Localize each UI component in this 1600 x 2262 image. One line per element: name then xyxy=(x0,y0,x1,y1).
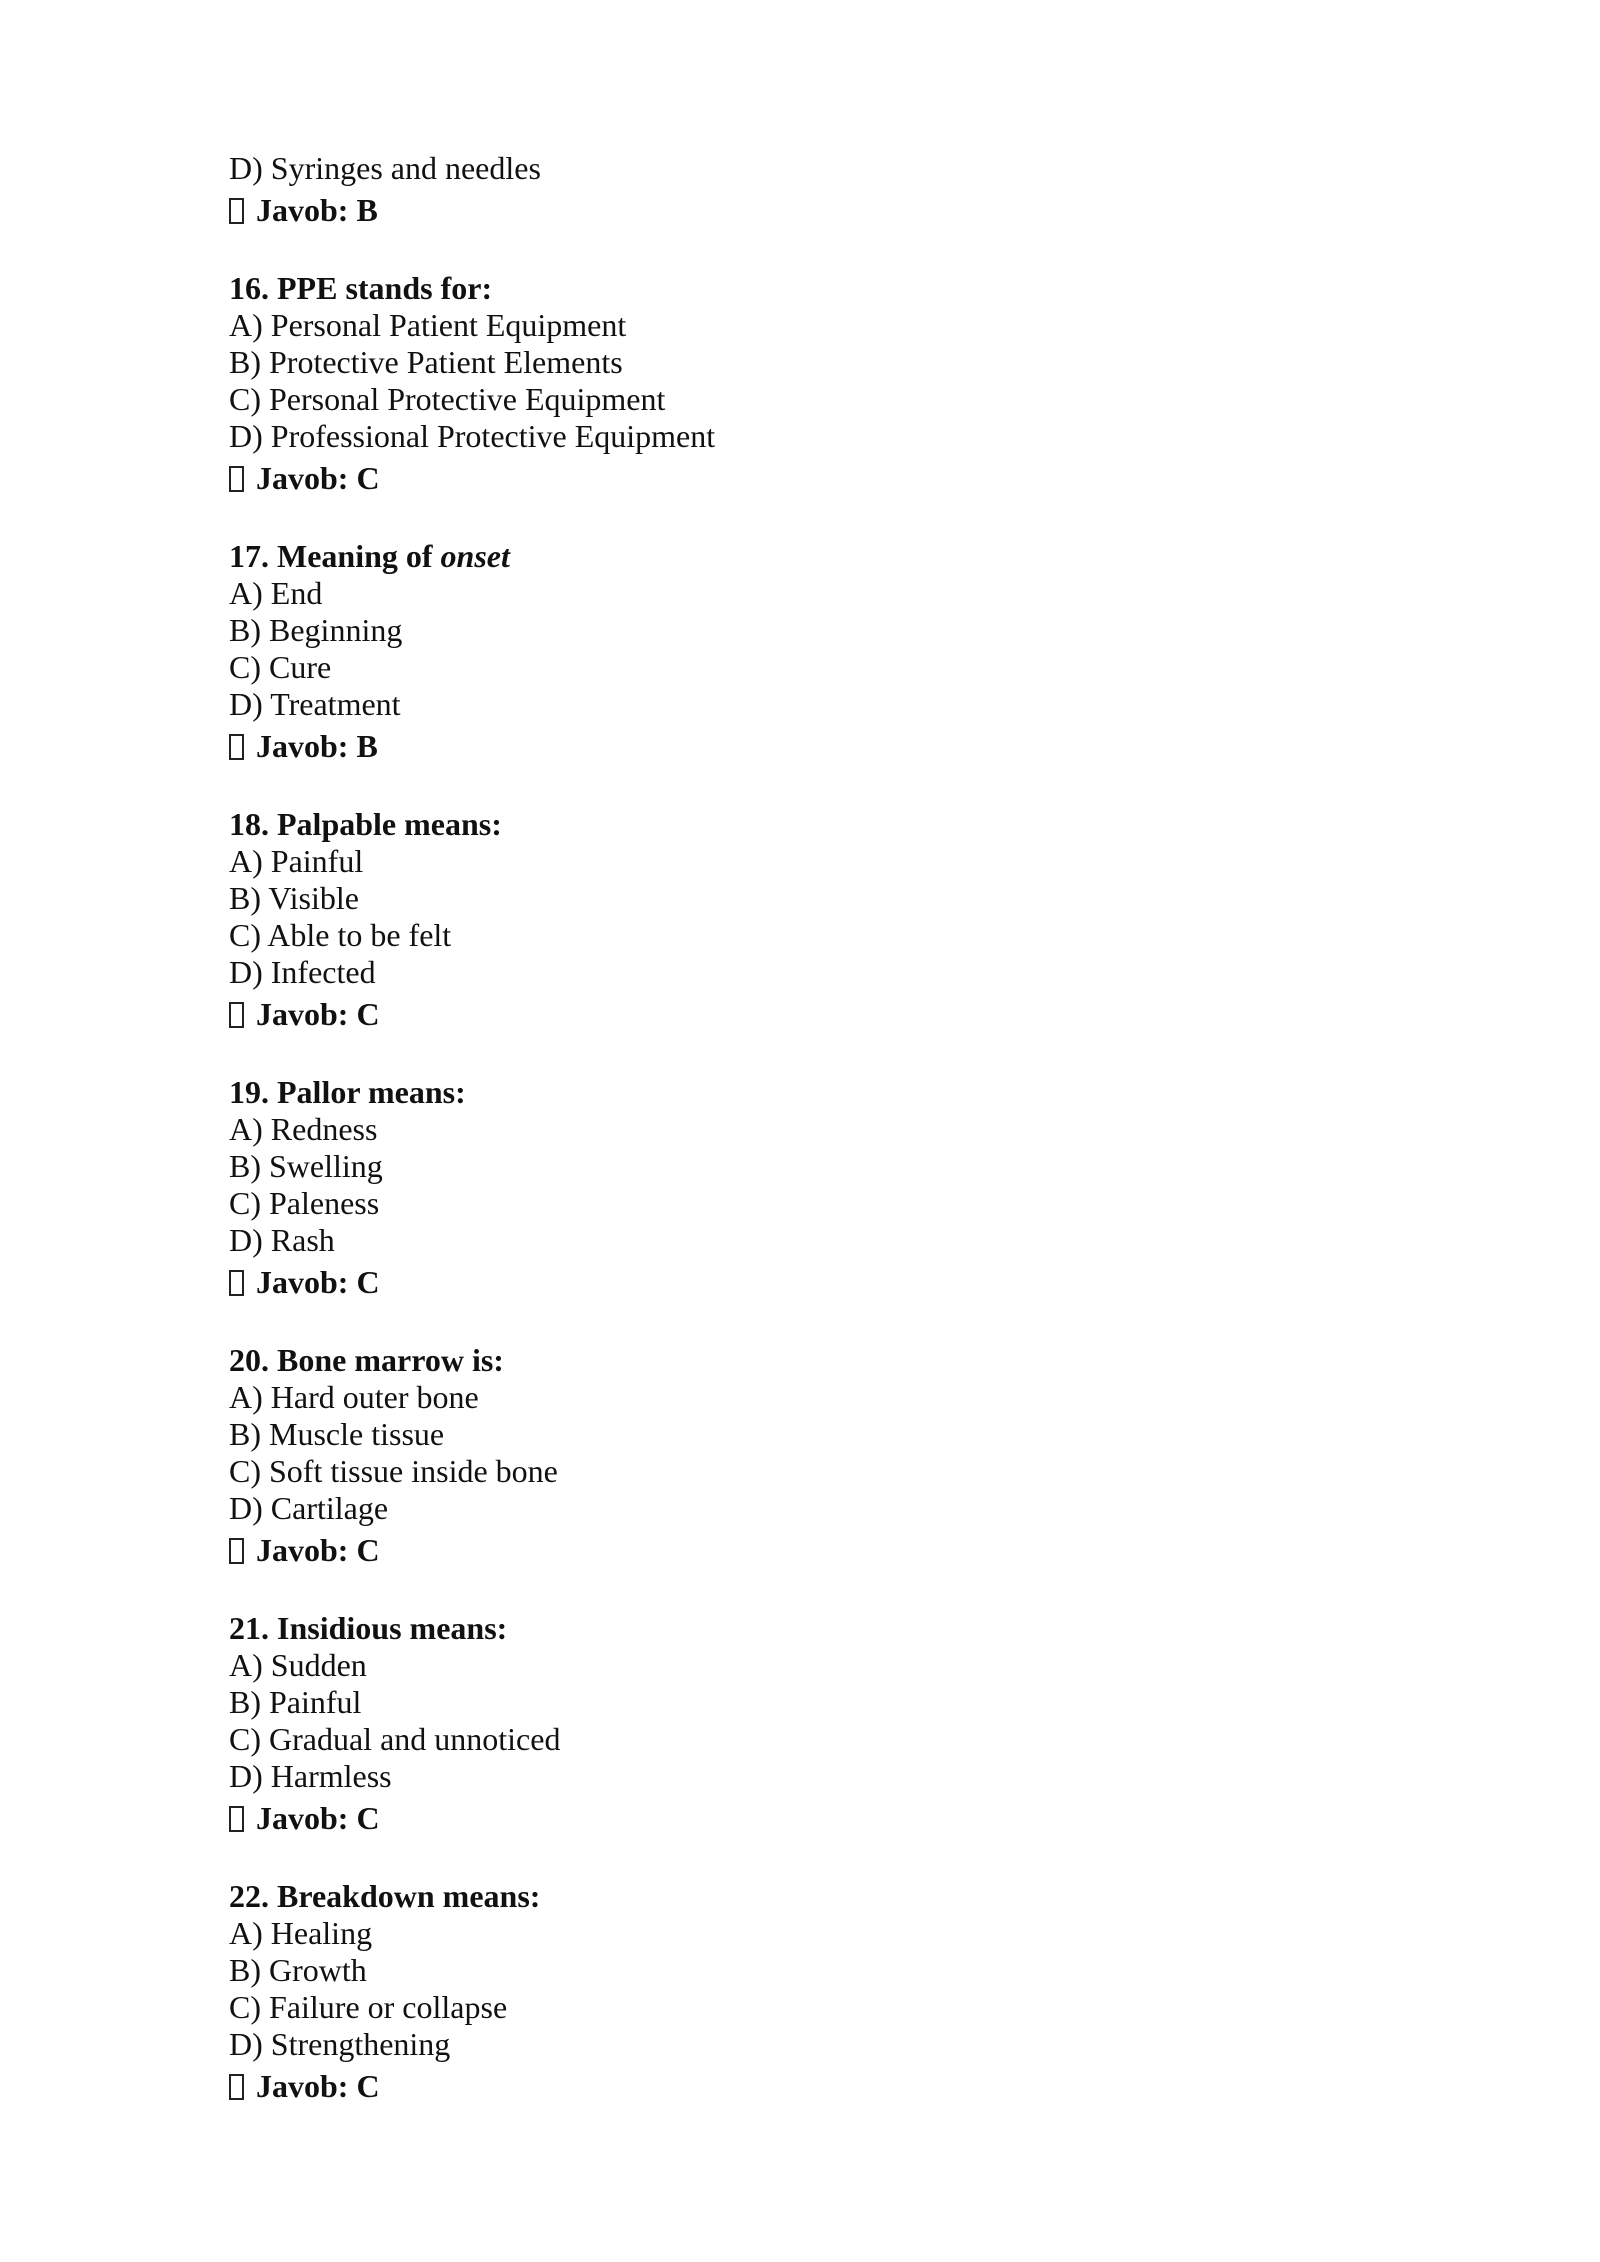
answer-line xyxy=(229,192,1429,229)
answer-text: Javob: C xyxy=(256,1532,380,1568)
option-a: A) Painful xyxy=(229,843,364,879)
option-c: C) Cure xyxy=(229,649,332,685)
option-d: D) Strengthening xyxy=(229,2026,451,2062)
missing-glyph-icon xyxy=(229,466,244,492)
option-b: B) Growth xyxy=(229,1952,367,1988)
option-a: A) Sudden xyxy=(229,1647,367,1683)
option-c: C) Paleness xyxy=(229,1185,380,1221)
question-title: 16. PPE stands for: xyxy=(229,270,493,306)
option-d: D) Cartilage xyxy=(229,1490,389,1526)
answer-line xyxy=(229,996,1429,1033)
option-d: D) Treatment xyxy=(229,686,401,722)
answer-line xyxy=(229,2068,1429,2105)
option-b: B) Painful xyxy=(229,1684,362,1720)
answer-text: Javob: C xyxy=(256,2068,380,2104)
question-16 xyxy=(229,270,1429,497)
question-21 xyxy=(229,1610,1429,1837)
missing-glyph-icon xyxy=(229,734,244,760)
question-18 xyxy=(229,806,1429,1033)
question-title: 22. Breakdown means: xyxy=(229,1878,541,1914)
question-title: 20. Bone marrow is: xyxy=(229,1342,504,1378)
answer-text: Javob: C xyxy=(256,460,380,496)
option-b: B) Beginning xyxy=(229,612,403,648)
option-a: A) Healing xyxy=(229,1915,373,1951)
option-c: C) Gradual and unnoticed xyxy=(229,1721,561,1757)
option-c: C) Personal Protective Equipment xyxy=(229,381,666,417)
question-title: 21. Insidious means: xyxy=(229,1610,508,1646)
answer-text: Javob: C xyxy=(256,996,380,1032)
option-b: B) Visible xyxy=(229,880,359,916)
question-title xyxy=(229,538,1429,575)
answer-line xyxy=(229,728,1429,765)
missing-glyph-icon xyxy=(229,1270,244,1296)
missing-glyph-icon xyxy=(229,198,244,224)
answer-text: Javob: B xyxy=(256,192,378,228)
option-b: B) Muscle tissue xyxy=(229,1416,445,1452)
question-22 xyxy=(229,1878,1429,2105)
answer-text: Javob: B xyxy=(256,728,378,764)
answer-line xyxy=(229,1264,1429,1301)
missing-glyph-icon xyxy=(229,1806,244,1832)
option-a: A) Personal Patient Equipment xyxy=(229,307,627,343)
question-15-tail xyxy=(229,150,1429,229)
answer-line xyxy=(229,1532,1429,1569)
missing-glyph-icon xyxy=(229,2074,244,2100)
missing-glyph-icon xyxy=(229,1002,244,1028)
option-b: B) Protective Patient Elements xyxy=(229,344,623,380)
option-a: A) Redness xyxy=(229,1111,378,1147)
question-20 xyxy=(229,1342,1429,1569)
option-d: D) Rash xyxy=(229,1222,335,1258)
option-d: D) Professional Protective Equipment xyxy=(229,418,716,454)
question-17 xyxy=(229,538,1429,765)
answer-text: Javob: C xyxy=(256,1264,380,1300)
option-d: D) Infected xyxy=(229,954,376,990)
question-title-prefix: 17. Meaning of xyxy=(229,538,441,574)
missing-glyph-icon xyxy=(229,1538,244,1564)
option-b: B) Swelling xyxy=(229,1148,383,1184)
answer-text: Javob: C xyxy=(256,1800,380,1836)
answer-line xyxy=(229,1800,1429,1837)
option-d: D) Harmless xyxy=(229,1758,392,1794)
question-title: 18. Palpable means: xyxy=(229,806,502,842)
option-c: C) Able to be felt xyxy=(229,917,452,953)
question-title: 19. Pallor means: xyxy=(229,1074,466,1110)
option-d: D) Syringes and needles xyxy=(229,150,541,186)
question-title-emphasis: onset xyxy=(440,538,510,574)
document-page xyxy=(229,150,1429,2105)
question-19 xyxy=(229,1074,1429,1301)
option-a: A) End xyxy=(229,575,323,611)
option-c: C) Failure or collapse xyxy=(229,1989,508,2025)
option-c: C) Soft tissue inside bone xyxy=(229,1453,558,1489)
answer-line xyxy=(229,460,1429,497)
option-a: A) Hard outer bone xyxy=(229,1379,479,1415)
